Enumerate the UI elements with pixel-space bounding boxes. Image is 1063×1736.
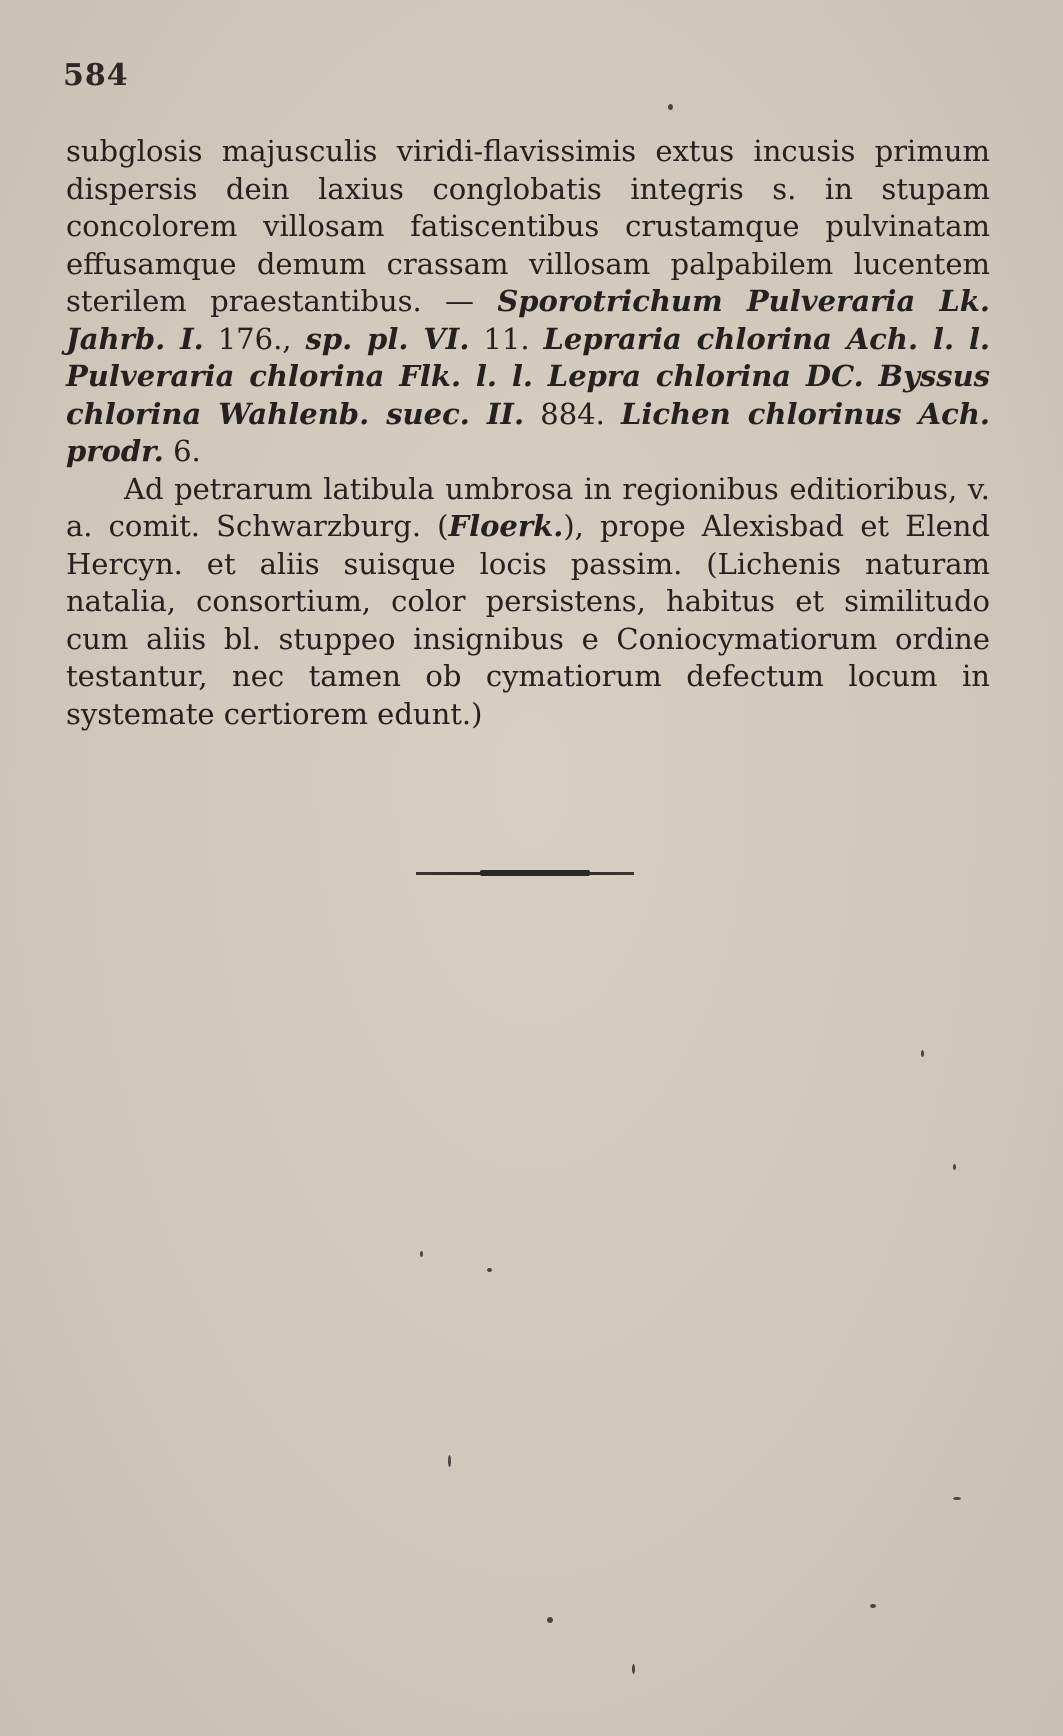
section-divider-rule-center: [480, 870, 590, 876]
text-segment: 884.: [524, 396, 621, 431]
paragraph-2: [66, 471, 990, 734]
text-segment: 11.: [469, 321, 544, 356]
text-segment-italic: Lichen chlorinus Ach. prodr.: [66, 396, 990, 468]
text-segment: Ad petrarum latibula umbrosa in regionibus editioribus, v. a. comit. Schwarzburg. (: [66, 471, 990, 543]
paper-speck: [870, 1604, 876, 1608]
paper-speck: [953, 1497, 961, 1500]
page-number: 584: [63, 58, 129, 93]
paper-speck: [547, 1617, 553, 1623]
text-segment: 176.,: [203, 321, 306, 356]
body-text: [66, 133, 990, 733]
paper-speck: [953, 1164, 956, 1170]
paper-speck: [487, 1268, 492, 1272]
text-segment: subglosis majusculis viridi-flavissimis extus incusis primum dispersis dein laxius conglobatis integris s. in stupam concolorem villosam fatiscentibus crustamque pulvinatam effusamque demum crassam villosam palpabilem lucentem sterilem praestantibus. —: [66, 134, 990, 318]
paper-speck: [668, 104, 673, 110]
paragraph-1: [66, 133, 990, 471]
paper-speck: [632, 1664, 635, 1674]
paper-speck: [921, 1050, 924, 1057]
paper-speck: [448, 1455, 451, 1467]
text-segment-italic: Lepraria chlorina Ach. l. l. Pulveraria chlorina Flk. l. l. Lepra chlorina DC. Byssus chlorina Wahlenb. suec. II.: [66, 321, 991, 431]
text-segment: 6.: [163, 434, 201, 468]
paper-speck: [420, 1251, 423, 1257]
text-segment-italic: Sporotrichum Pulveraria Lk. Jahrb. I.: [66, 284, 990, 356]
text-segment-italic: Floerk.: [448, 509, 564, 543]
text-segment: ), prope Alexisbad et Elend Hercyn. et aliis suisque locis passim. (Lichenis naturam natalia, consortium, color persistens, habitus et similitudo cum aliis bl. stuppeo insignibus e Coniocymatiorum ordine testantur, nec tamen ob cymatiorum defectum locum in systemate certiorem edunt.): [66, 509, 990, 731]
text-segment-italic: sp. pl. VI.: [305, 321, 470, 356]
